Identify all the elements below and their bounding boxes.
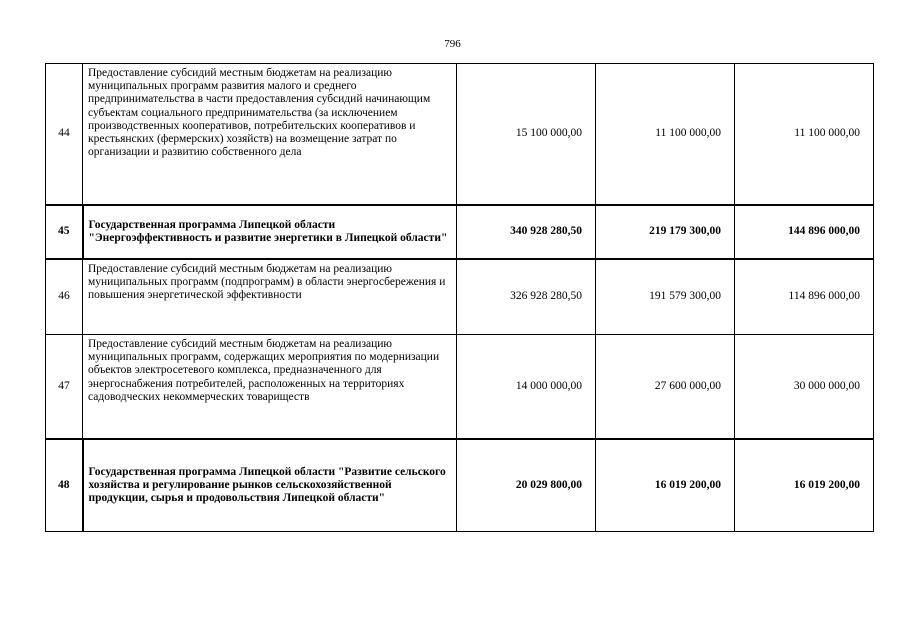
- row-value-2: 11 100 000,00: [596, 64, 735, 205]
- row-number: 45: [46, 205, 83, 259]
- row-value-3: 144 896 000,00: [735, 205, 874, 259]
- page-number: 796: [444, 38, 461, 50]
- row-number: 46: [46, 259, 83, 335]
- row-description: Государственная программа Липецкой области "Энергоэффективность и развитие энергетики в Липецкой области": [83, 205, 457, 259]
- row-value-3: 30 000 000,00: [735, 335, 874, 439]
- row-value-3: 16 019 200,00: [735, 439, 874, 532]
- table-row: [46, 259, 874, 335]
- row-value-1: 14 000 000,00: [457, 335, 596, 439]
- row-value-1: 20 029 800,00: [457, 439, 596, 532]
- row-number: 44: [46, 64, 83, 205]
- row-description: Предоставление субсидий местным бюджетам на реализацию муниципальных программ (подпрограмм) в области энергосбережения и повышения энергетической эффективности: [83, 259, 457, 335]
- row-number: 47: [46, 335, 83, 439]
- row-value-3: 11 100 000,00: [735, 64, 874, 205]
- row-value-2: 219 179 300,00: [596, 205, 735, 259]
- row-value-1: 15 100 000,00: [457, 64, 596, 205]
- table-row: [46, 439, 874, 532]
- table-row: [46, 64, 874, 205]
- row-value-2: 16 019 200,00: [596, 439, 735, 532]
- row-value-2: 27 600 000,00: [596, 335, 735, 439]
- row-value-2: 191 579 300,00: [596, 259, 735, 335]
- row-description: Предоставление субсидий местным бюджетам на реализацию муниципальных программ развития малого и среднего предпринимательства в части предоставления субсидий начинающим субъектам социального предпринимательства (за исключением производственных кооперативов, потребительских кооперативов и крестьянских (фермерских) хозяйств) на возмещение затрат по организации и развитию собственного дела: [83, 64, 457, 205]
- row-description: Предоставление субсидий местным бюджетам на реализацию муниципальных программ, содержащих мероприятия по модернизации объектов электросетевого комплекса, предназначенного для энергоснабжения потребителей, расположенных на территориях садоводческих некоммерческих товариществ: [83, 335, 457, 439]
- row-value-1: 326 928 280,50: [457, 259, 596, 335]
- budget-table: [45, 63, 874, 532]
- table-row: [46, 205, 874, 259]
- row-number: 48: [46, 439, 83, 532]
- row-description: Государственная программа Липецкой области "Развитие сельского хозяйства и регулирование рынков сельскохозяйственной продукции, сырья и продовольствия Липецкой области": [83, 439, 457, 532]
- table-row: [46, 335, 874, 439]
- row-value-3: 114 896 000,00: [735, 259, 874, 335]
- row-value-1: 340 928 280,50: [457, 205, 596, 259]
